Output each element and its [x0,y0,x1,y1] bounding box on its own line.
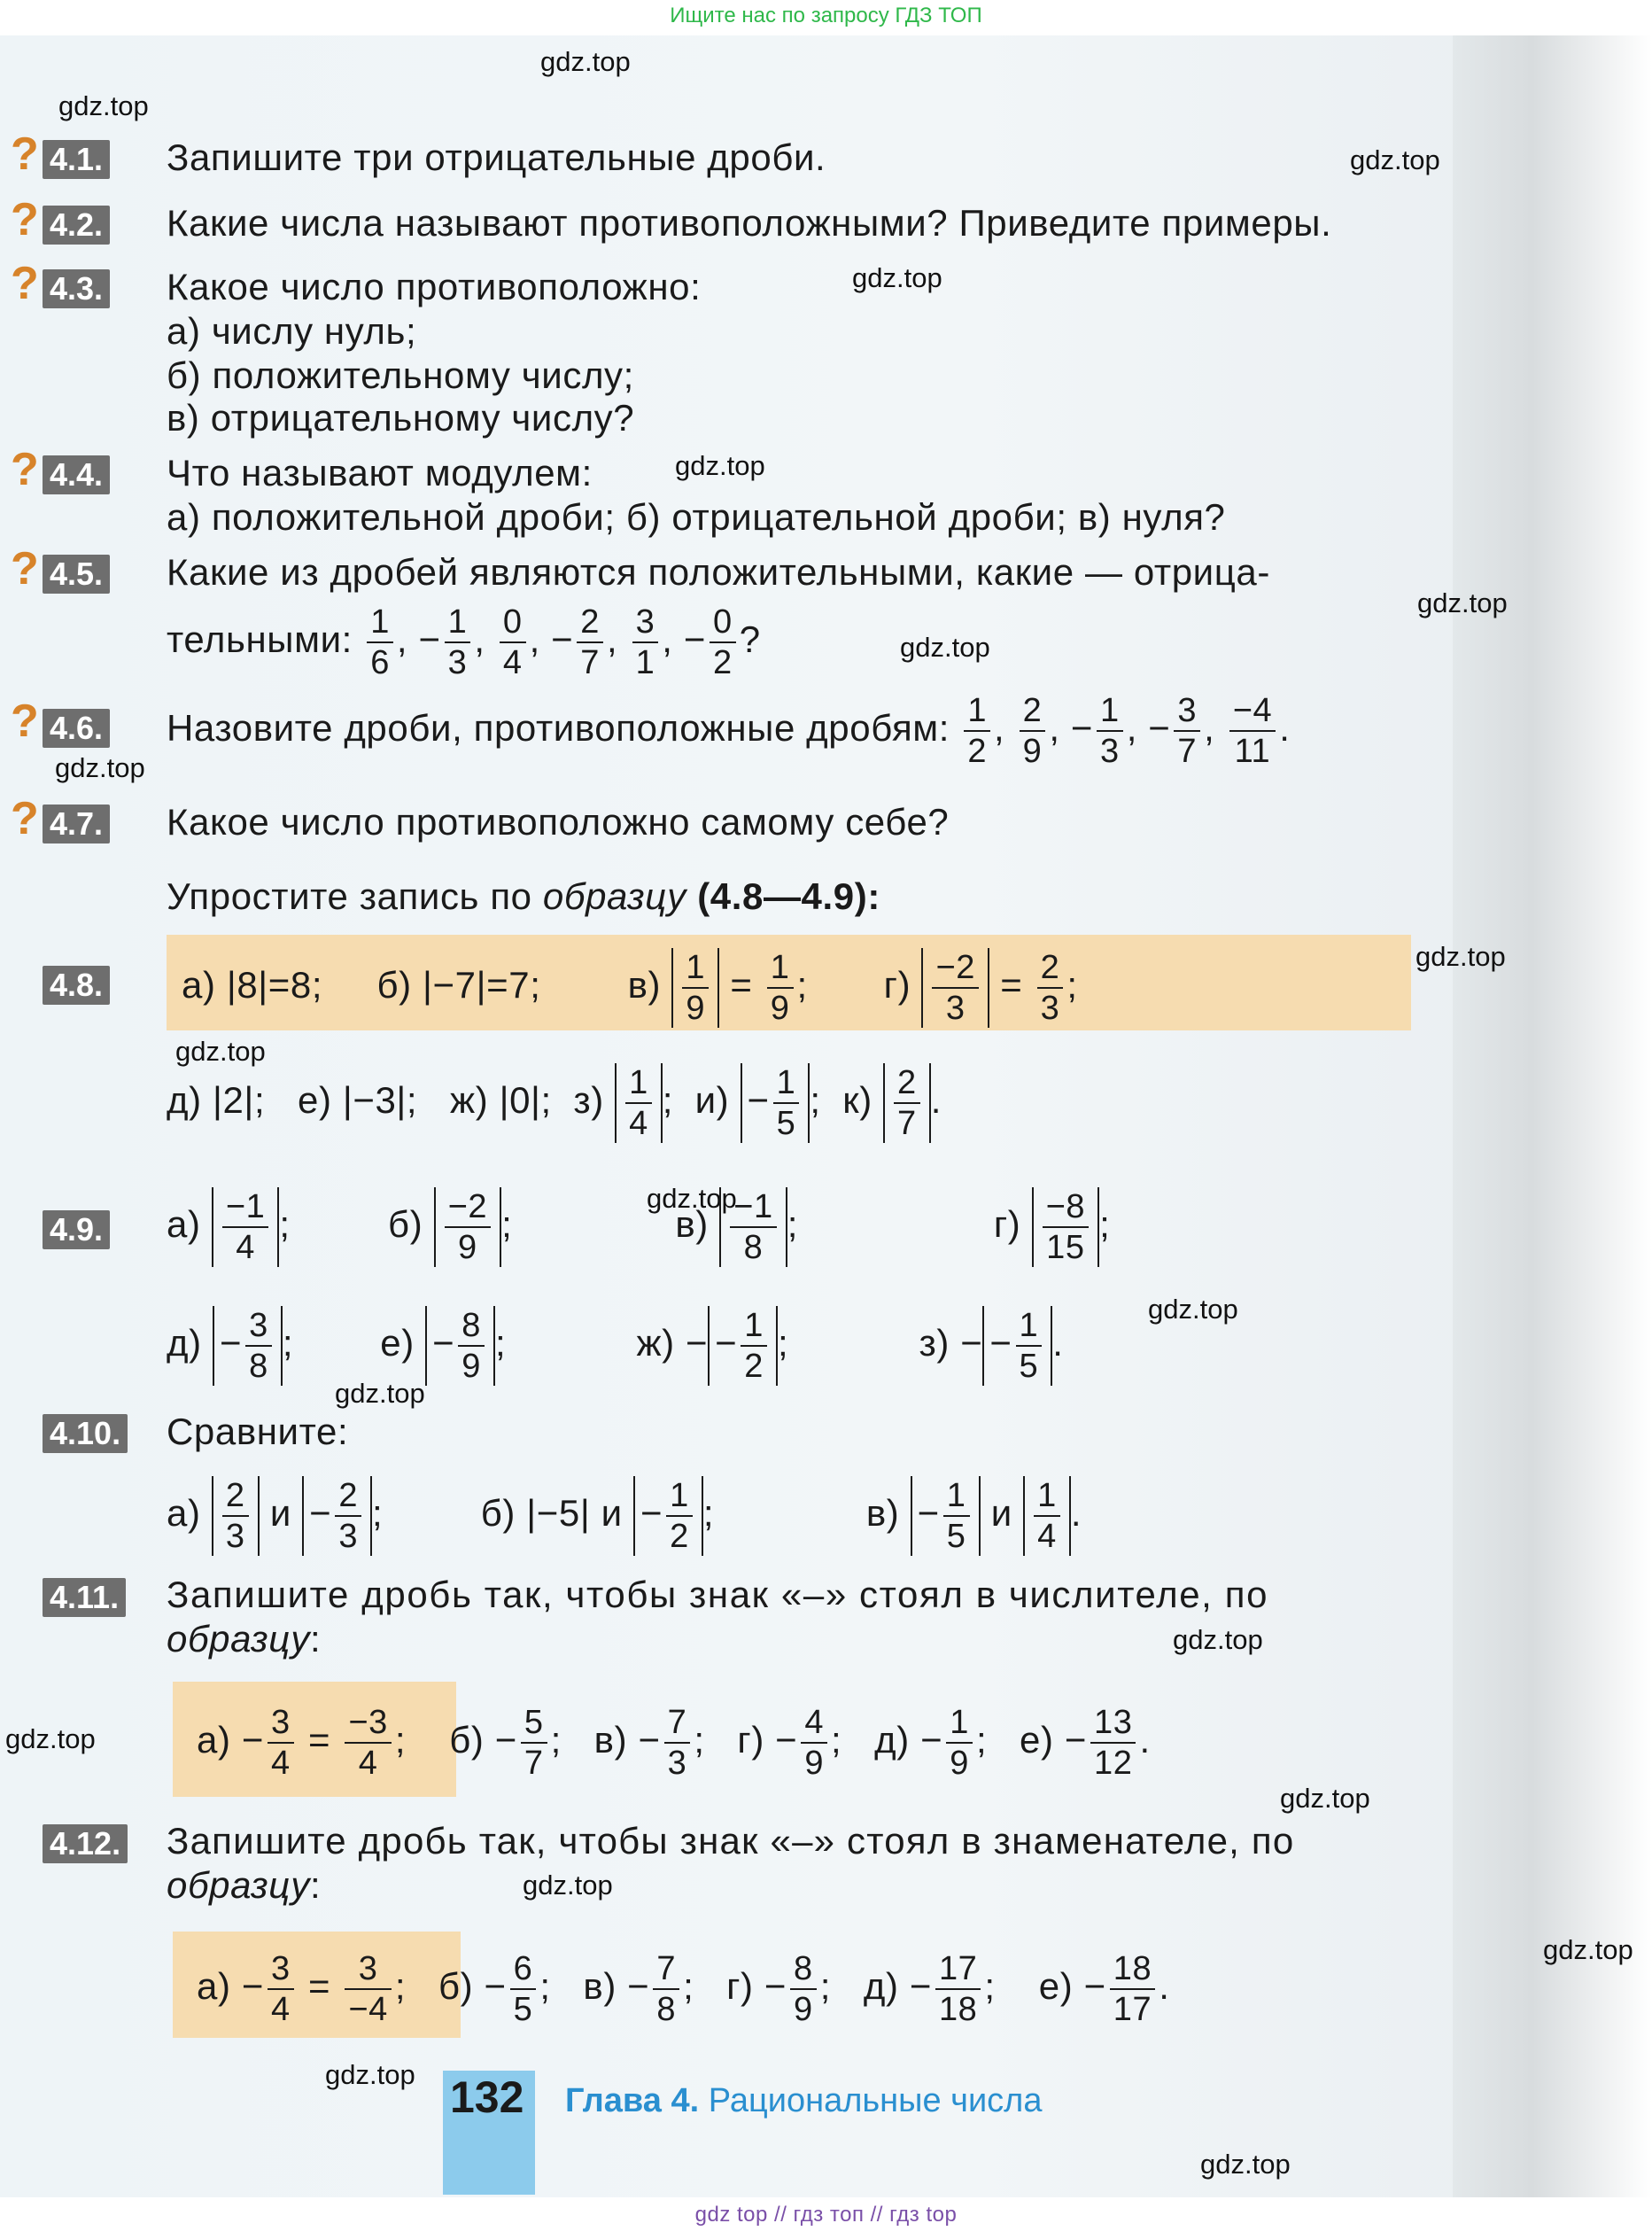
question-mark-icon: ? [11,444,39,495]
exercise-text: Какие числа называют противоположными? Приведите примеры. [167,202,1332,244]
watermark: gdz.top [1543,1934,1633,1965]
section-heading: Упростите запись по образцу (4.8—4.9): [167,875,880,917]
exercise-number: 4.3. [43,269,110,308]
task-line: д) |2|; е) |−3|; ж) |0|; з) $\frac{1}{4}$ ; и) − $\frac{1}{5}$ ; к) $\frac{2}{7}$ . [167,1064,942,1142]
exercise-number: 4.9. [43,1210,110,1249]
watermark: gdz.top [900,632,990,663]
exercise-text: Запишите дробь так, чтобы знак «–» стоял в знаменателе, по [167,1820,1295,1862]
exercise-text: Какие из дробей являются положительными, какие — отрица- [167,551,1270,593]
exercise-text: образцу: [167,1618,322,1660]
exercise-text: тельными: [167,618,353,661]
watermark: gdz.top [852,262,942,293]
task-line: а) $\frac{2}{3}$ и − $\frac{2}{3}$ ; б) |−5| и − $\frac{1}{2}$ ; в) − $\frac{1}{5}$ и $\frac{1}{4}$ . [167,1477,1082,1555]
bottom-banner[interactable]: gdz top // гдз топ // гдз top [694,2203,958,2227]
exercise-number: 4.11. [43,1578,126,1617]
task-line: а) $\frac{-1}{4}$ ; б) $\frac{-2}{9}$ ; в) $\frac{-1}{8}$ ; г) $\frac{-8}{15}$ ; [167,1188,1111,1266]
example-line: а) |8|=8; б) |−7|=7; в) $\frac{1}{9}$ = $\frac{1}{9}$ ; г) $\frac{-2}{3}$ = $\frac{2}{3}$ ; [182,949,1078,1027]
exercise-number: 4.4. [43,455,110,494]
question-mark-icon: ? [11,128,39,180]
watermark: gdz.top [5,1723,96,1754]
exercise-item: в) отрицательному числу? [167,397,635,439]
exercise-text: Какое число противоположно: [167,266,702,307]
exercise-item: б) положительному числу; [167,354,634,396]
question-mark-icon: ? [11,194,39,245]
exercise-text: Запишите три отрицательные дроби. [167,136,826,178]
watermark: gdz.top [1417,587,1508,618]
exercise-number: 4.12. [43,1824,128,1863]
watermark: gdz.top [540,46,631,77]
top-banner[interactable]: Ищите нас по запросу ГДЗ ТОП [670,4,982,27]
exercise-number: 4.7. [43,805,110,843]
watermark: gdz.top [523,1870,613,1901]
watermark: gdz.top [675,450,765,481]
exercise-text: Запишите дробь так, чтобы знак «–» стоял в числителе, по [167,1574,1269,1615]
fraction-list: тельными: $\frac{1}{6}$ , − $\frac{1}{3}$ , $\frac{0}{4}$ , − $\frac{2}{7}$ , $\frac{3}{1}$ , − $\frac{0}{2}$ ? [167,603,761,681]
watermark: gdz.top [55,752,145,783]
watermark: gdz.top [335,1378,425,1409]
watermark: gdz.top [1280,1783,1370,1814]
task-line: а) − $\frac{3}{4}$ = $\frac{3}{-4}$ ; б) − $\frac{6}{5}$ ; в) − $\frac{7}{8}$ ; г) − $\frac{8}{9}$ ; д) − $\frac{17}{18}$ ; е) − $\frac{18}{17}$ . [197,1950,1170,2028]
exercise-number: 4.2. [43,206,110,245]
page-number: 132 [450,2072,524,2122]
task-line: д) − $\frac{3}{8}$ ; е) − $\frac{8}{9}$ ; ж) − − $\frac{1}{2}$ ; з) − − $\frac{1}{5}$ . [167,1307,1064,1385]
watermark: gdz.top [175,1036,266,1067]
question-mark-icon: ? [11,543,39,595]
watermark: gdz.top [1415,941,1506,972]
exercise-text: образцу: [167,1864,322,1906]
watermark: gdz.top [1173,1624,1263,1655]
task-line: а) − $\frac{3}{4}$ = $\frac{-3}{4}$ ; б) − $\frac{5}{7}$ ; в) − $\frac{7}{3}$ ; г) − $\frac{4}{9}$ ; д) − $\frac{1}{9}$ ; е) − $\frac{13}{12}$ . [197,1704,1151,1782]
fraction-list: Назовите дроби, противоположные дробям: $\frac{1}{2}$ , $\frac{2}{9}$ , − $\frac{1}{3}$ , − $\frac{3}{7}$ , $\frac{-4}{11}$ . [167,692,1291,770]
exercise-number: 4.5. [43,555,110,594]
watermark: gdz.top [58,90,149,121]
exercise-number: 4.10. [43,1414,128,1453]
exercise-item: а) числу нуль; [167,310,417,352]
watermark: gdz.top [647,1183,737,1214]
exercise-number: 4.1. [43,140,110,179]
exercise-text: Назовите дроби, противоположные дробям: [167,707,950,750]
exercise-text: а) положительной дроби; б) отрицательной дроби; в) нуля? [167,496,1226,538]
question-mark-icon: ? [11,696,39,747]
watermark: gdz.top [1350,144,1440,175]
exercise-number: 4.8. [43,966,110,1005]
exercise-text: Какое число противоположно самому себе? [167,801,950,843]
question-mark-icon: ? [11,258,39,309]
page-edge [1453,35,1652,2197]
watermark: gdz.top [1148,1294,1238,1325]
exercise-number: 4.6. [43,709,110,748]
watermark: gdz.top [325,2059,415,2090]
exercise-text: Что называют модулем: [167,452,593,494]
exercise-text: Сравните: [167,1411,349,1452]
watermark: gdz.top [1200,2149,1291,2180]
question-mark-icon: ? [11,793,39,844]
chapter-footer: Глава 4. Рациональные числа [565,2082,1043,2119]
